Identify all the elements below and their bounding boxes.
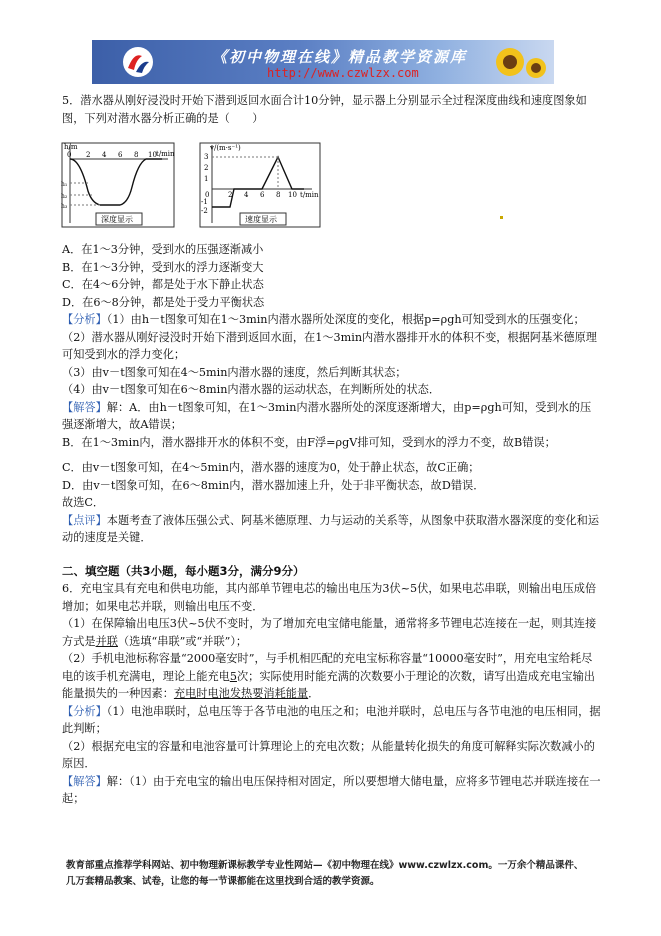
q5-option-d: D．在6～8分钟，都是处于受力平衡状态 [62, 295, 265, 309]
q5-stem: 5．潜水器从刚好浸没时开始下潜到返回水面合计10分钟，显示器上分别显示全过程深度曲线和速度图象如图，下列对潜水器分析正确的是（ ） [62, 94, 587, 125]
depth-ylabel: h/m [64, 143, 78, 151]
q5-option-c: C．在4～6分钟，都是处于水下静止状态 [62, 278, 264, 291]
speed-chart [200, 143, 320, 227]
q5-option-a: A．在1～3分钟，受到水的压强逐渐减小 [62, 243, 264, 256]
depth-tick-x2: 2 [86, 151, 91, 159]
answer-tag-2: 【解答】 [62, 774, 107, 788]
depth-tick-h1: h₁ [61, 181, 68, 188]
comment-tag: 【点评】 [62, 513, 107, 527]
q6-blank-2: 5 [229, 669, 237, 683]
q6-analysis-1: 【分析】（1）电池串联时，总电压等于各节电池的电压之和；电池并联时，总电压与各节电池的电压相同，据此判断； [62, 704, 601, 735]
speed-tick-y3: 3 [204, 153, 209, 161]
q5-answer-2: B．在1～3min内，潜水器排开水的体积不变，由F浮=ρgV排可知，受到水的浮力不变，故B错误； [62, 435, 556, 449]
q6-answer-1: 【解答】解：（1）由于充电宝的输出电压保持相对固定，所以要想增大储电量，应将多节锂电芯并联连接在一起； [62, 774, 601, 805]
speed-tick-y2: 2 [204, 164, 209, 172]
sunflower-icon [488, 42, 548, 84]
q5-answer-3: C．由v－t图象可知，在4～5min内，潜水器的速度为0，处于静止状态，故C正确； [62, 461, 480, 474]
site-logo-icon [122, 46, 154, 78]
page-footer [66, 858, 606, 890]
q6-blank-1: 并联 [95, 634, 118, 648]
depth-tick-x6: 6 [118, 151, 123, 159]
depth-tick-x10: 10 [148, 151, 157, 159]
q5-charts-svg [62, 131, 602, 239]
depth-tick-h2: h₂ [61, 193, 68, 200]
q5-figures [62, 131, 602, 239]
analysis-tag-2: 【分析】 [62, 704, 107, 718]
speed-tick-x2: 2 [228, 191, 233, 199]
speed-tick-y-2: -2 [201, 207, 208, 215]
depth-tick-x8: 8 [134, 151, 139, 159]
footer-line-2: 几万套精品教案、试卷，让您的每一节课都能在这里找到合适的教学资源。 [66, 876, 380, 887]
q6-blank-3: 充电时电池发热要消耗能量 [173, 687, 309, 700]
q5-analysis-2: （2）潜水器从刚好浸没时开始下潜到返回水面，在1～3min内潜水器排开水的体积不变，根据阿基米德原理可知受到水的浮力变化； [62, 330, 597, 361]
depth-caption: 深度显示 [101, 215, 133, 224]
speed-tick-x8: 8 [276, 191, 281, 199]
section-heading: 二、填空题（共3小题，每小题3分，满分9分） [62, 563, 305, 578]
depth-tick-x4: 4 [102, 151, 107, 159]
footer-line-1: 教育部重点推荐学科网站、初中物理新课标教学专业性网站—《初中物理在线》www.czwlzx.com。一万余个精品课件、 [66, 860, 584, 871]
q6-stem: 6．充电宝具有充电和供电功能，其内部单节锂电芯的输出电压为3伏~5伏，如果电芯串联，则输出电压成倍增加；如果电芯并联，则输出电压不变． [62, 582, 597, 613]
q6-part1: （1）在保障输出电压3伏~5伏不变时，为了增加充电宝储电能量，通常将多节锂电芯连接在一起，则其连接方式是并联（选填“串联”或“并联”）； [62, 617, 597, 648]
depth-curve [70, 159, 162, 205]
q5-answer-1: 【解答】解：A．由h－t图象可知，在1～3min内潜水器所处的深度逐渐增大，由p=ρgh可知，受到水的压强逐渐增大，故A错误； [62, 400, 592, 431]
speed-tick-y-1: -1 [201, 198, 208, 206]
speed-curve [212, 157, 304, 207]
banner-title: 《初中物理在线》精品教学资源库 [212, 48, 468, 66]
speed-xlabel: t/min [300, 191, 319, 199]
q5-option-b: B．在1～3分钟，受到水的浮力逐渐变大 [62, 260, 264, 274]
depth-tick-h3: h₃ [61, 203, 68, 210]
header-banner [92, 40, 554, 84]
speed-tick-x10: 10 [288, 191, 297, 199]
q6-part2: （2）手机电池标称容量“2000毫安时”，与手机相匹配的充电宝标称容量“10000毫安时”，用充电宝给耗尽电的该手机充满电，理论上能充电5次；实际使用时能充满的次数要小于理论的次数，请写出造成充电宝输出能量损失的一种因素：充电时电池发热要消耗能量． [62, 652, 595, 700]
depth-xlabel: t/min [156, 150, 175, 158]
speed-tick-y1: 1 [204, 175, 209, 183]
q5-analysis-4: （4）由v－t图象可知在6～8min内潜水器的运动状态，在判断所处的状态． [62, 383, 441, 396]
speed-caption: 速度显示 [245, 215, 277, 224]
depth-chart [61, 143, 175, 227]
document-body [62, 92, 602, 808]
speed-tick-x4: 4 [244, 191, 249, 199]
q5-comment: 【点评】本题考查了液体压强公式、阿基米德原理、力与运动的关系等，从图象中获取潜水器深度的变化和运动的速度是关键． [62, 513, 600, 544]
q5-analysis-1: 【分析】（1）由h－t图象可知在1～3min内潜水器所处深度的变化，根据p=ρgh可知受到水的压强变化； [62, 313, 585, 326]
banner-url[interactable]: http://www.czwlzx.com [267, 66, 419, 80]
analysis-tag: 【分析】 [62, 313, 107, 326]
depth-tick-x0: 0 [67, 151, 72, 159]
speed-ylabel: v/(m·s⁻¹) [210, 144, 241, 152]
q6-analysis-2: （2）根据充电宝的容量和电池容量可计算理论上的充电次数；从能量转化损失的角度可解释实际次数减小的原因． [62, 739, 595, 770]
speed-tick-x0: 0 [205, 191, 210, 199]
q5-answer-5: 故选C． [62, 496, 105, 509]
speed-tick-x6: 6 [260, 191, 265, 199]
q5-answer-4: D．由v－t图象可知，在6～8min内，潜水器加速上升，处于非平衡状态，故D错误． [62, 478, 485, 492]
answer-tag: 【解答】 [62, 400, 107, 414]
q5-analysis-3: （3）由v－t图象可知在4～5min内潜水器的速度，然后判断其状态； [62, 365, 407, 379]
